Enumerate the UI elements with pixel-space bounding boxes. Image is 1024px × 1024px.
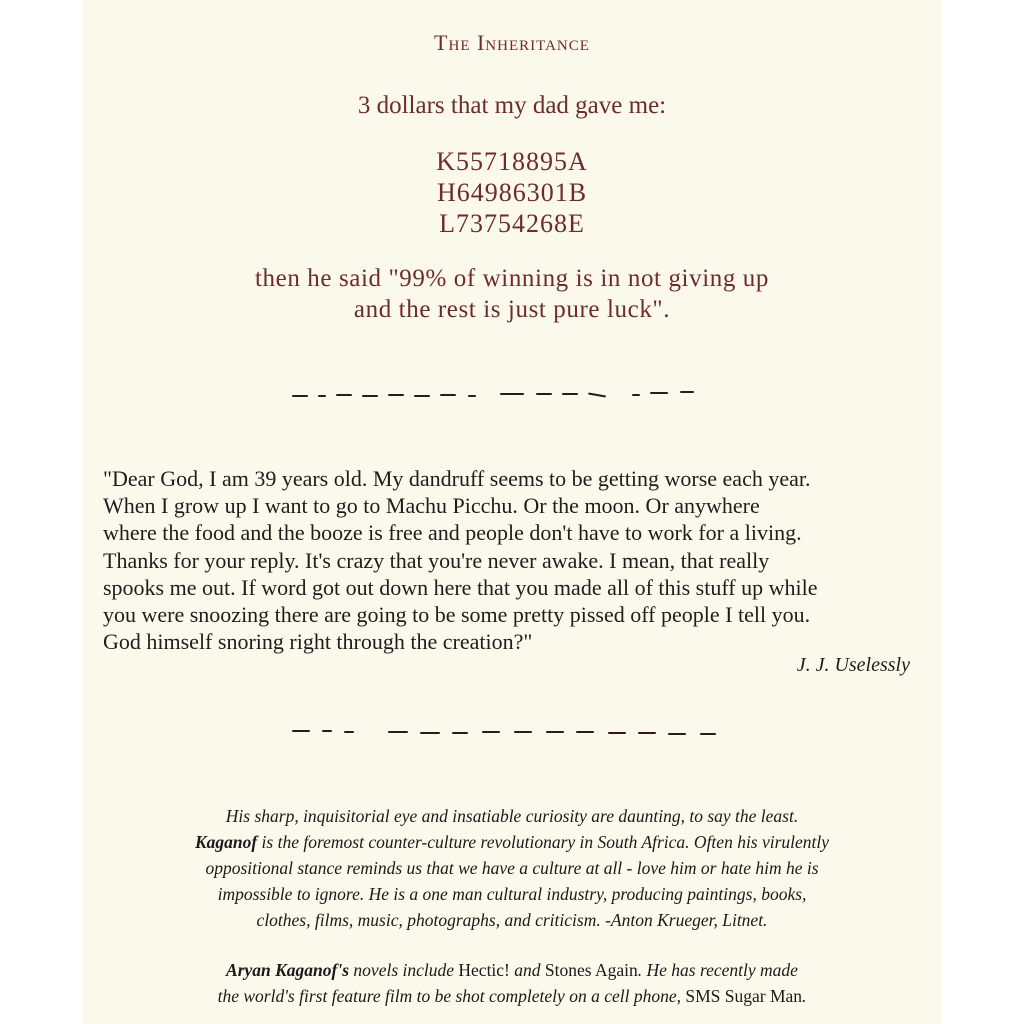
dash-mark [344,731,354,733]
bio-text: novels include [349,960,459,980]
blurb-line: His sharp, inquisitorial eye and insatiable curiosity are daunting, to say the least. [225,806,799,826]
dash-mark [700,733,716,735]
dash-mark [588,392,606,397]
prayer-line: where the food and the booze is free and people don't have to work for a living. [103,520,802,546]
page-title: The Inheritance [434,30,590,55]
author-name: Aryan Kaganof's [226,960,350,980]
dash-mark [536,393,552,395]
bio-text: and [509,960,545,980]
blurb-line: clothes, films, music, photographs, and criticism. -Anton Krueger, Litnet. [256,910,768,930]
dash-mark [440,394,456,396]
quote-line: then he said "99% of winning is in not giving up [255,265,769,292]
bio-text: . He has recently made [637,960,798,980]
blurb-line: oppositional stance reminds us that we have a culture at all - love him or hate him he is [205,858,819,878]
dash-mark [322,730,332,732]
dash-mark [292,395,308,397]
dash-mark [336,394,352,396]
author-bio [82,957,942,1009]
prayer-line: God himself snoring right through the creation?" [103,629,533,655]
dash-mark [500,393,524,395]
dash-mark [468,395,476,397]
dash-mark [638,732,656,734]
dash-mark [482,731,500,733]
prayer-line: "Dear God, I am 39 years old. My dandruff seems to be getting worse each year. [103,466,811,491]
quote-line: and the rest is just pure luck". [353,296,671,323]
author-name: Kaganof [194,832,258,852]
signature: J. J. Uselessly [796,654,910,676]
serial-numbers [82,146,942,239]
dash-mark [562,393,578,395]
blurb-text: is the foremost counter-culture revolutionary in South Africa. Often his virulently [257,832,830,852]
dash-mark [388,394,404,396]
prayer-line: spooks me out. If word got out down here that you made all of this stuff up while [103,574,818,600]
book-page [82,0,942,1024]
prayer-line: When I grow up I want to go to Machu Picchu. Or the moon. Or anywhere [103,493,760,519]
novel-title: Hectic! [458,960,510,980]
dash-mark [420,732,440,734]
serial-number: L73754268E [439,209,585,238]
dash-mark [362,395,378,397]
dash-mark [414,395,430,397]
dash-mark [452,732,468,734]
serial-number: H64986301B [436,178,588,207]
dad-quote [82,263,942,325]
dash-mark [680,391,694,393]
film-title: SMS Sugar Man [685,986,803,1006]
dash-mark [318,395,326,397]
dash-mark [632,394,640,396]
prayer-line: you were snoozing there are going to be some pretty pissed off people I tell you. [103,602,811,628]
prayer-quote [103,465,918,655]
dash-mark [650,392,668,394]
blurb-line: impossible to ignore. He is a one man cultural industry, producing paintings, books, [217,884,807,904]
serial-number: K55718895A [436,147,588,176]
dash-mark [546,731,564,733]
subtitle: 3 dollars that my dad gave me: [357,92,667,119]
blurb-line [82,829,942,855]
dash-mark [668,733,686,735]
review-blurb [82,803,942,933]
dash-mark [576,731,594,733]
dash-mark [514,731,532,733]
dashed-divider-bottom [292,722,722,742]
bio-line [82,957,942,983]
dash-mark [388,731,408,733]
dashed-divider-top [292,386,722,406]
novel-title: Stones Again [544,960,638,980]
prayer-line: Thanks for your reply. It's crazy that you're never awake. I mean, that really [103,547,770,573]
bio-text: the world's first feature film to be shot completely on a cell phone, [217,986,686,1006]
dash-mark [292,730,310,732]
bio-text: . [802,986,807,1006]
dash-mark [608,732,626,734]
bio-line [82,983,942,1009]
